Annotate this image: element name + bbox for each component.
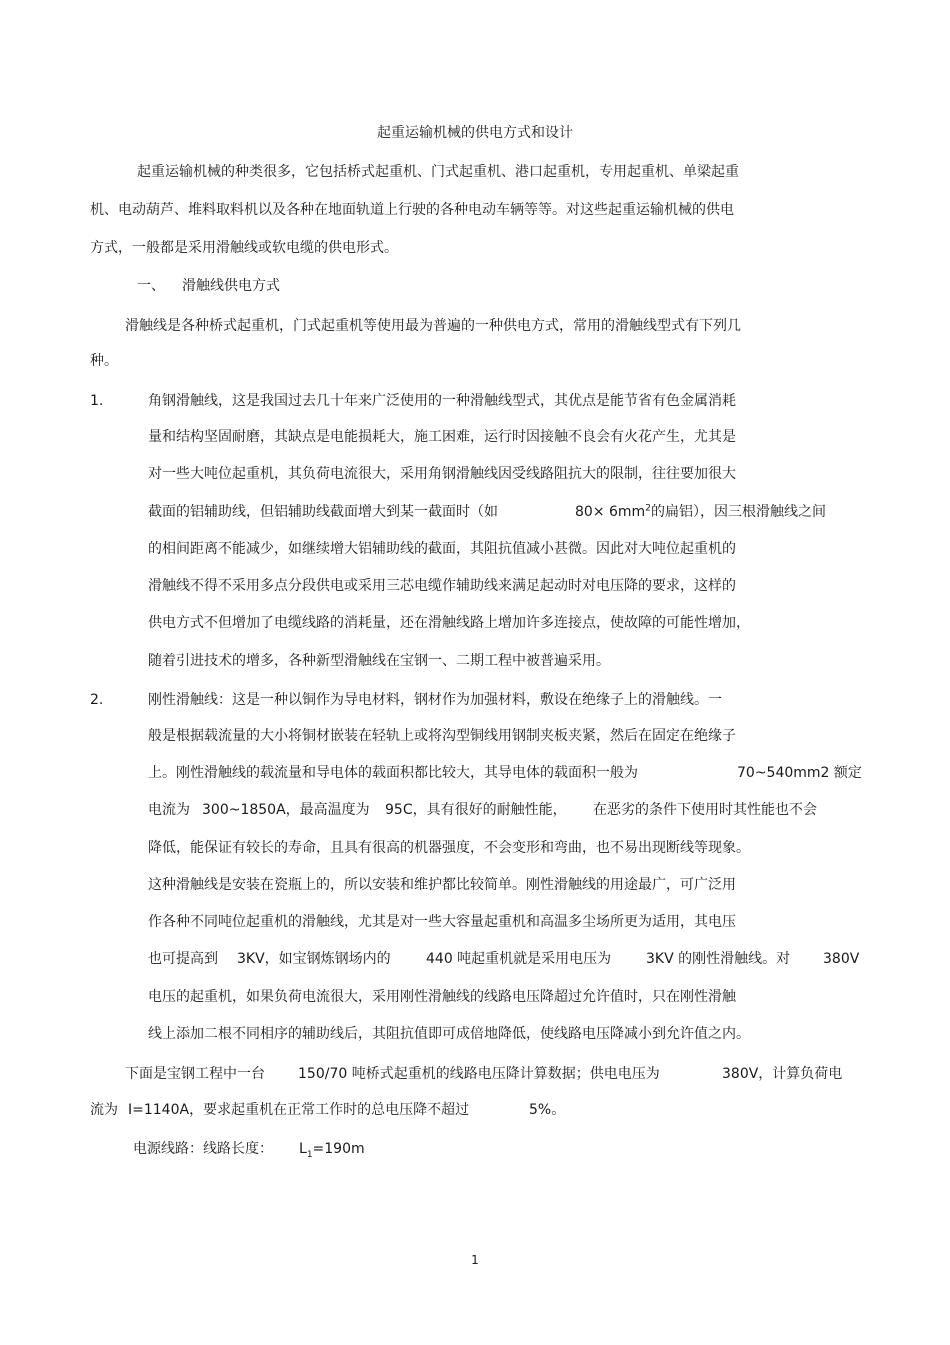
item-2-line: 作各种不同吨位起重机的滑触线，尤其是对一些大容量起重机和高温多尘场所更为适用，其电压 [148,914,736,930]
section-1-number: 一、 [137,278,165,294]
calc-line: 流为 [90,1102,118,1118]
calc-voltage-drop: 5%。 [529,1102,566,1118]
item-2-line: 在恶劣的条件下使用时其性能也不会 [593,802,817,818]
item-2-line: 线上添加二根不同相序的辅助线后，其阻抗值即可成倍地降低，使线路电压降减小到允许值之内。 [148,1026,750,1042]
item-2-line: 也可提高到 [148,951,218,967]
calc-line: 下面是宝钢工程中一台 [125,1066,265,1082]
item-2-area-range: 70~540mm2 额定 [737,765,862,781]
item-1-line: 角钢滑触线，这是我国过去几十年来广泛使用的一种滑触线型式，其优点是能节省有色金属消耗 [148,393,736,409]
item-1-line: 随着引进技术的增多，各种新型滑触线在宝钢一、二期工程中被普遍采用。 [148,653,610,669]
item-2-voltage-2: 3KV 的刚性滑触线。对 [646,951,791,967]
item-2-tonnage: 440 吨起重机就是采用电压为 [426,951,612,967]
item-1-line: 对一些大吨位起重机，其负荷电流很大，采用角钢滑触线因受线路阻抗大的限制，往往要加很大 [148,466,736,482]
item-2-line: 电流为 [148,802,190,818]
item-1-line-rest: 的扁铝），因三根滑触线之间 [651,504,826,520]
item-2-number: 2. [90,692,104,708]
item-1-line: 滑触线不得不采用多点分段供电或采用三芯电缆作辅助线来满足起动时对电压降的要求，这样的 [148,578,736,594]
section-1-title: 滑触线供电方式 [182,278,280,294]
intro-line-3: 方式，一般都是采用滑触线或软电缆的供电形式。 [90,240,398,256]
calc-supply-voltage: 380V，计算负荷电 [722,1066,843,1082]
item-2-line: 降低，能保证有较长的寿命，且具有很高的机器强度，不会变形和弯曲，也不易出现断线等现象。 [148,840,750,856]
item-2-current-range: 300~1850A，最高温度为 [202,802,370,818]
calc-line: 电源线路：线路长度： [133,1141,273,1157]
item-1-line: 的相间距离不能减少，如继续增大铝辅助线的截面，其阻抗值减小甚微。因此对大吨位起重机的 [148,541,736,557]
item-2-line: 般是根据载流量的大小将铜材嵌装在轻轨上或将沟型铜线用钢制夹板夹紧，然后在固定在绝缘子 [148,728,736,744]
item-1-size-value: $80\times 6mm^2$ [575,503,651,520]
para2-line-1: 滑触线是各种桥式起重机，门式起重机等使用最为普遍的一种供电方式，常用的滑触线型式有下列几 [125,318,741,334]
calc-load-current: I=1140A，要求起重机在正常工作时的总电压降不超过 [128,1102,470,1118]
item-2-line: 上。刚性滑触线的载流量和导电体的载面积都比较大，其导电体的载面积一般为 [148,765,638,781]
calc-crane-rating: 150/70 吨桥式起重机的线路电压降计算数据；供电电压为 [298,1066,660,1082]
item-1-line: 截面的铝辅助线，但铝辅助线截面增大到某一截面时（如 [148,504,498,520]
item-2-voltage: 3KV，如宝钢炼钢场内的 [237,951,391,967]
para2-line-2: 种。 [90,353,118,369]
page-title: 起重运输机械的供电方式和设计 [377,125,573,141]
item-2-line: 这种滑触线是安装在瓷瓶上的，所以安装和维护都比较简单。刚性滑触线的用途最广，可广泛用 [148,877,736,893]
intro-line-2: 机、电动葫芦、堆料取料机以及各种在地面轨道上行驶的各种电动车辆等等。对这些起重运输机械的供电 [90,202,734,218]
item-2-temperature: 95C，具有很好的耐触性能， [385,802,567,818]
calc-line-length: $L_1=190m$ [299,1141,365,1160]
page-number: 1 [471,1253,479,1267]
item-1-number: 1. [90,393,104,409]
item-1-line: 供电方式不但增加了电缆线路的消耗量，还在滑触线路上增加许多连接点，使故障的可能性增加， [148,615,750,631]
item-1-line: 量和结构坚固耐磨，其缺点是电能损耗大，施工困难，运行时因接触不良会有火花产生，尤其是 [148,429,736,445]
item-2-voltage-3: 380V [823,951,860,967]
intro-line-1: 起重运输机械的种类很多，它包括桥式起重机、门式起重机、港口起重机，专用起重机、单梁起重 [137,164,739,180]
item-2-line: 电压的起重机，如果负荷电流很大，采用刚性滑触线的线路电压降超过允许值时，只在刚性滑触 [148,989,736,1005]
item-2-line: 刚性滑触线：这是一种以铜作为导电材料，钢材作为加强材料，敷设在绝缘子上的滑触线。一 [148,692,722,708]
